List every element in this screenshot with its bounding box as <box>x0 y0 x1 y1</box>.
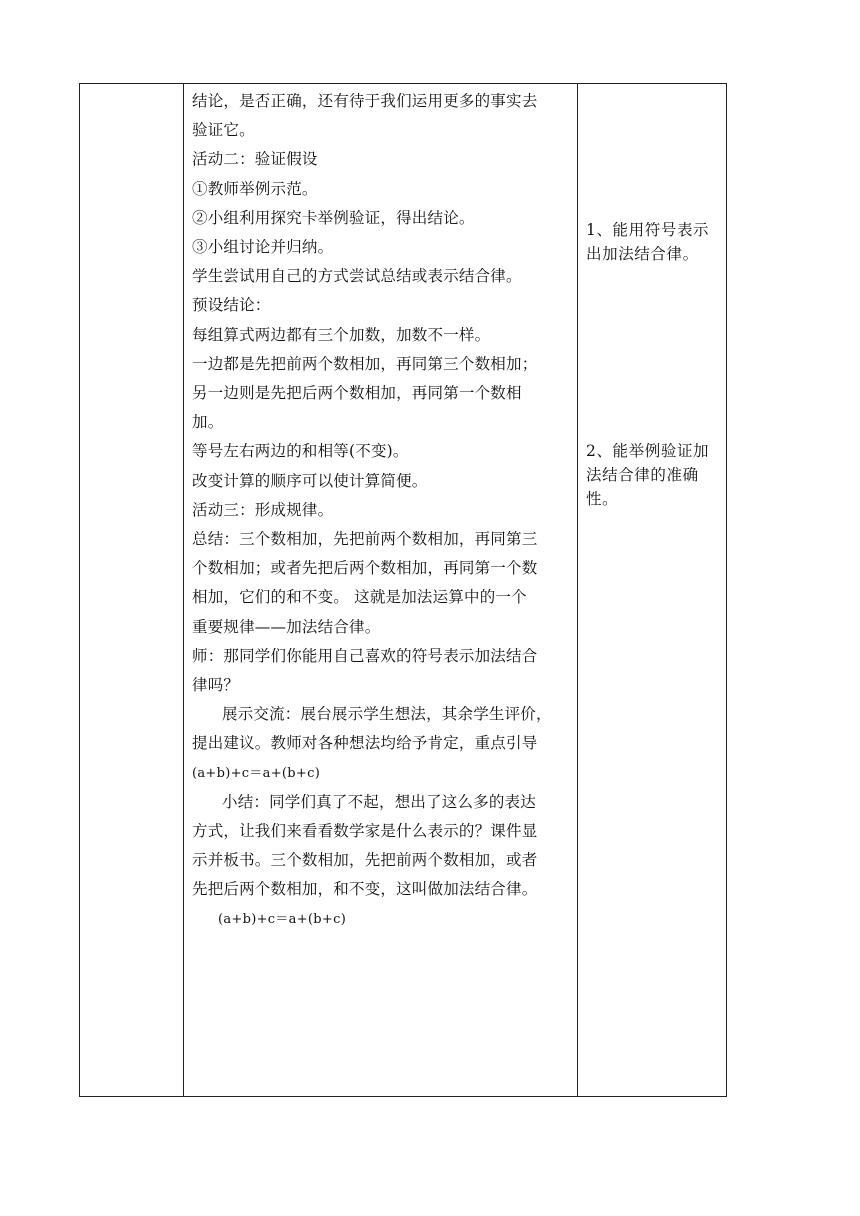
process-line: 学生尝试用自己的方式尝试总结或表示结合律。 <box>192 267 522 286</box>
process-line: 提出建议。教师对各种想法均给予肯定，重点引导 <box>192 734 538 753</box>
process-line: 小结：同学们真了不起，想出了这么多的表达 <box>222 792 537 811</box>
goal-item: 2、能举例验证加法结合律的准确性。 <box>586 442 710 508</box>
process-line: 结论，是否正确，还有待于我们运用更多的事实去 <box>192 92 538 110</box>
process-line: 验证它。 <box>192 121 255 140</box>
process-line: 等号左右两边的和相等(不变)。 <box>192 442 409 461</box>
process-line: 先把后两个数相加，和不变，这叫做加法结合律。 <box>192 880 538 899</box>
process-line: 一边都是先把前两个数相加，再同第三个数相加； <box>192 354 538 373</box>
activity-two-heading: 活动二：验证假设 <box>192 150 318 169</box>
process-line: 加。 <box>192 413 224 432</box>
process-line: 总结：三个数相加，先把前两个数相加，再同第三 <box>192 530 538 549</box>
process-line: 律吗？ <box>192 676 240 695</box>
teaching-goals-cell <box>578 84 727 1097</box>
process-line: ②小组利用探究卡举例验证，得出结论。 <box>192 208 475 227</box>
lesson-plan-table <box>79 83 727 1097</box>
activity-three-heading: 活动三：形成规律。 <box>192 500 334 519</box>
process-line: 改变计算的顺序可以使计算简便。 <box>192 471 428 490</box>
process-line: 展示交流：展台展示学生想法，其余学生评价， <box>222 705 552 724</box>
process-line: 方式，让我们来看看数学家是什么表示的？课件显 <box>192 822 538 841</box>
teaching-process-text <box>184 84 577 934</box>
teaching-process-cell <box>184 84 578 1097</box>
goal-item: 1、能用符号表示出加法结合律。 <box>586 221 710 263</box>
process-line: ③小组讨论并归纳。 <box>192 238 334 257</box>
table-row <box>80 84 727 1097</box>
process-line: 预设结论： <box>192 296 271 315</box>
associative-law-formula: (a+b)+c＝a+(b+c) <box>218 911 347 927</box>
process-line: 个数相加；或者先把后两个数相加，再同第一个数 <box>192 559 538 578</box>
process-line: 师：那同学们你能用自己喜欢的符号表示加法结合 <box>192 646 538 665</box>
associative-law-formula: (a+b)+c＝a+(b+c) <box>192 765 321 781</box>
teaching-goals-column <box>578 84 726 1096</box>
process-line: 每组算式两边都有三个加数，加数不一样。 <box>192 325 491 344</box>
process-line: 重要规律——加法结合律。 <box>192 617 381 636</box>
left-column-cell <box>80 84 184 1097</box>
process-line: 相加，它们的和不变。 这就是加法运算中的一个 <box>192 588 527 607</box>
process-line: 示并板书。三个数相加，先把前两个数相加，或者 <box>192 851 538 870</box>
process-line: ①教师举例示范。 <box>192 179 318 198</box>
process-line: 另一边则是先把后两个数相加，再同第一个数相 <box>192 384 522 403</box>
